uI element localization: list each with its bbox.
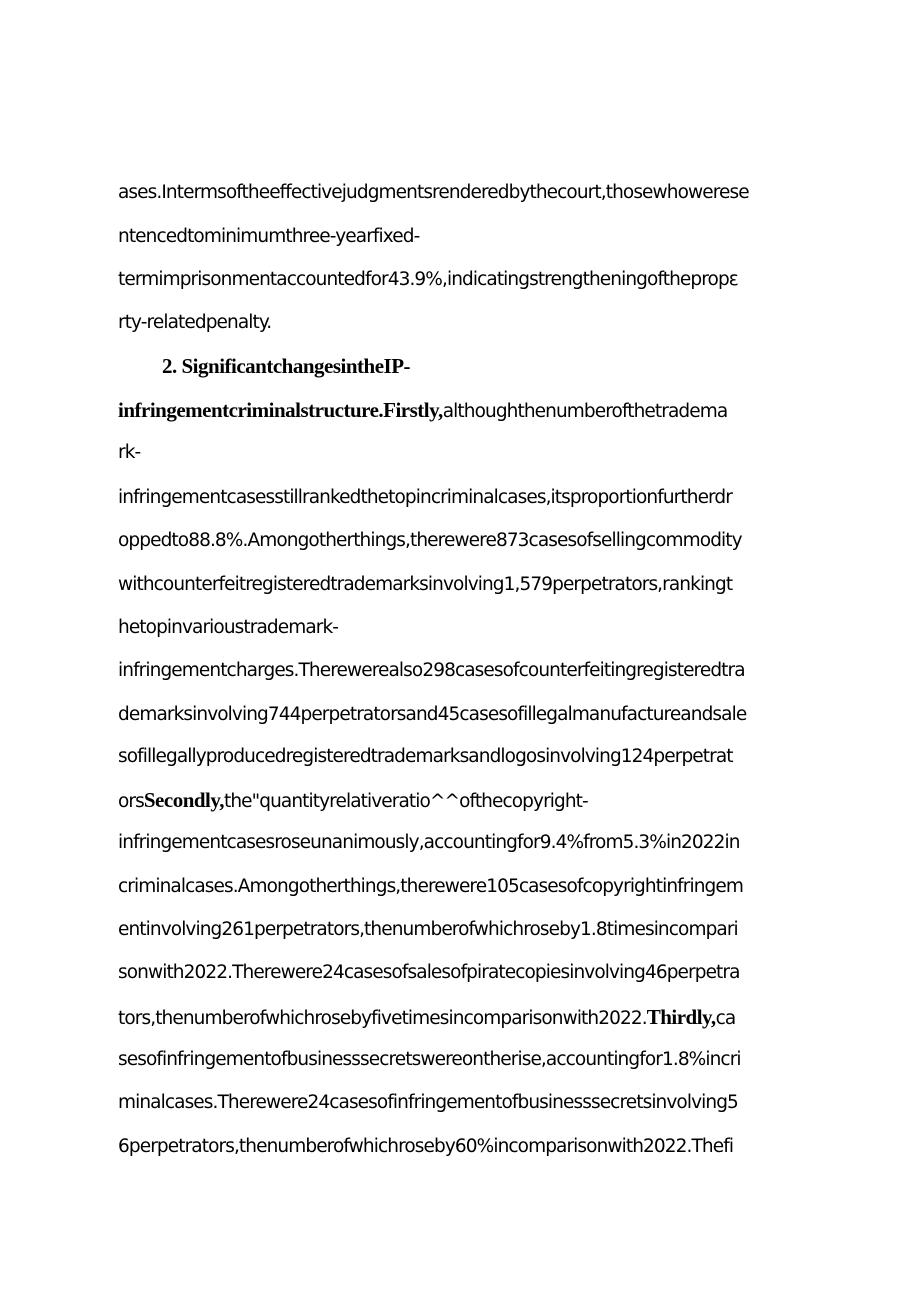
text-segment: hetopinvarioustrademark- [118, 617, 339, 638]
text-segment: oppedto88.8%.Amongotherthings,therewere873casesofsellingcommodity [118, 530, 742, 551]
text-segment: demarksinvolving744perpetratorsand45casesofillegalmanufactureandsale [118, 704, 747, 725]
text-segment: termimprisonmentaccountedfor43.9%,indicatingstrengtheningofthepropε [118, 269, 738, 290]
text-segment: criminalcases.Amongotherthings,therewere105casesofcopyrightinfringem [118, 876, 743, 897]
text-segment: withcounterfeitregisteredtrademarksinvolving1,579perpetrators,rankingt [118, 574, 733, 595]
text-segment: ors [118, 791, 144, 812]
text-segment: entinvolving261perpetrators,thenumberofwhichroseby1.8timesincompari [118, 919, 738, 940]
text-segment: ases.Intermsoftheeffectivejudgmentsrenderedbythecourt,thosewhowerese [118, 182, 749, 203]
text-segment: minalcases.Therewere24casesofinfringementofbusinesssecretsinvolving5 [118, 1092, 738, 1113]
text-segment: 6perpetrators,thenumberofwhichroseby60%incomparisonwith2022.Thefi [118, 1136, 734, 1157]
text-segment: ca [715, 1008, 736, 1029]
bold-text-segment: 2. SignificantchangesintheIP- [162, 354, 411, 378]
text-line [118, 616, 338, 640]
text-line [118, 918, 738, 942]
text-line [118, 181, 749, 205]
text-segment: infringementcharges.Therewerealso298casesofcounterfeitingregisteredtra [118, 660, 745, 681]
text-segment: sofillegallyproducedregisteredtrademarksandlogosinvolving124perpetrat [118, 746, 733, 767]
bold-text-segment: infringementcriminalstructure.Firstly, [118, 398, 443, 422]
bold-text-segment: Thirdly, [646, 1005, 716, 1029]
text-segment: sesofinfringementofbusinesssecretswereontherise,accountingfor1.8%incri [118, 1049, 741, 1070]
text-line [118, 1091, 738, 1115]
text-segment: sonwith2022.Therewere24casesofsalesofpiratecopiesinvolving46perpetra [118, 962, 740, 983]
text-segment: infringementcasesroseunanimously,accountingfor9.4%from5.3%in2022in [118, 832, 740, 853]
text-line [118, 703, 746, 727]
text-line [118, 486, 732, 510]
text-line [118, 1005, 735, 1031]
text-line [118, 745, 733, 769]
text-segment: ntencedtominimumthree-yearfixed- [118, 226, 420, 247]
text-segment: the"quantityrelativeratio^^ofthecopyright- [223, 791, 588, 812]
text-line [118, 398, 727, 424]
text-line [118, 1048, 741, 1072]
text-segment: althoughthenumberofthetradema [442, 401, 728, 422]
text-segment: rk- [118, 442, 141, 463]
text-segment: rty-relatedpenalty. [118, 312, 272, 333]
text-line [118, 225, 419, 249]
text-line [118, 659, 745, 683]
text-line [118, 311, 271, 335]
text-line [162, 354, 410, 380]
text-line [118, 441, 140, 465]
text-line [118, 961, 740, 985]
text-line [118, 529, 742, 553]
text-line [118, 875, 743, 899]
text-segment: infringementcasesstillrankedthetopincriminalcases,itsproportionfurtherdr [118, 487, 732, 508]
bold-text-segment: Secondly, [143, 788, 224, 812]
text-line [118, 573, 732, 597]
text-line [118, 1135, 733, 1159]
text-line [118, 268, 738, 292]
text-line [118, 831, 740, 855]
text-segment: tors,thenumberofwhichrosebyfivetimesincomparisonwith2022. [118, 1008, 647, 1029]
text-line [118, 788, 588, 814]
